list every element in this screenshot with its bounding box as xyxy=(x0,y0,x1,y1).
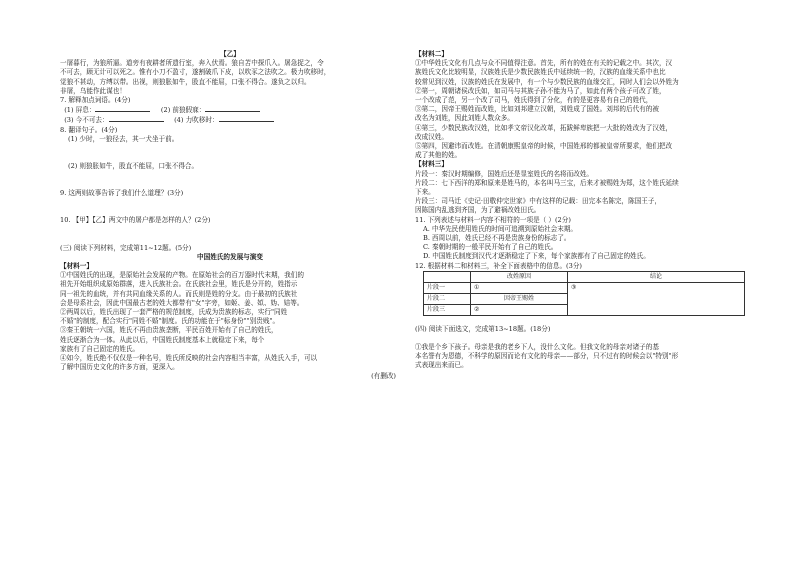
q12-table xyxy=(423,271,745,316)
material-1-heading: 【材料一】 xyxy=(60,262,93,271)
question-8: 8. 翻译句子。(4分) xyxy=(60,125,118,134)
mat1-line: ②两周以后，姓氏出现了一套严格的规范制度，氏成为贵族的标志，实行"同姓 xyxy=(60,308,288,317)
mat1-line: ①中国姓氏的出现，是原始社会发展的产物。在原始社会的百万器时代末期，我们的 xyxy=(60,271,304,280)
question-11: 11. 下列表述与材料一内容不相符的一项是（ ）(2分) xyxy=(415,215,571,224)
table-row-label: 片段二 xyxy=(424,293,471,304)
article-title: 中国姓氏的发展与演变 xyxy=(197,252,263,261)
material-2-heading: 【材料二】 xyxy=(415,50,448,58)
q7-word-1: 屏息 xyxy=(75,106,89,115)
mat2-line: 改名为刘姓，因此刘姓人数众多。 xyxy=(415,114,514,123)
yi-line-2: 不可去，顾无计可以死之。惟有小刀不盈寸，遂割破爪下皮，以吹豕之法吹之。极力吹移时， xyxy=(60,68,331,77)
q7-row-2: (3) 今不可去： (4) 力吹移时： xyxy=(60,115,400,125)
q8-sentence-1: (1) 少时，一狼径去，其一犬坐于前。 xyxy=(68,134,179,143)
mat1-line: 姓氏逐渐合为一体。从此以后，中国姓氏制度基本上就稳定下来，每个 xyxy=(60,335,265,344)
yi-line-1: 一屠暮行，为狼所逼。道旁有夜耕者所遗行室，奔入伏焉。狼自苫中探爪入。屠急捉之，令 xyxy=(60,59,324,68)
table-header-conclusion: 结论 xyxy=(568,271,745,282)
q7-word-4: 力吹移时 xyxy=(185,116,212,125)
left-page xyxy=(60,50,400,520)
yi-line-4: 非屠，乌能作此谋也！ xyxy=(60,86,126,95)
mat3-line: 因陈国内乱逃到齐国，为了避祸改姓田氏。 xyxy=(415,206,541,215)
mat1-line: ③秦王朝统一六国，姓氏不再由贵族垄断，平民百姓开始有了自己的姓氏， xyxy=(60,326,278,335)
answer-blank[interactable] xyxy=(109,115,164,122)
q7-row-1: (1) 屏息： (2) 前狼假寐： xyxy=(60,105,400,115)
answer-blank[interactable] xyxy=(219,115,274,122)
mat2-line: 一个改成了范，另一个改了司马，姓氏得到了分化，有的是更容易有自己的姓代， xyxy=(415,96,653,105)
right-page xyxy=(415,50,760,520)
mat2-line: 较常见到汉姓，汉族的姓氏在发展中，有一个与少数民族的血缘交汇，同时人们会以外姓为 xyxy=(415,77,679,86)
mat1-line: 会是母系社会，因此中国最古老的姓大都带有"女"字旁，如姬、姜、姒、妫、姞等。 xyxy=(60,298,304,307)
table-cell-conclusion[interactable]: ③ xyxy=(568,282,745,315)
mat1-line: 了解中国历史文化的许多方面，更深入。 xyxy=(60,363,179,372)
question-10: 10. 【甲】【乙】两文中的屠户都是怎样的人？(2分) xyxy=(60,216,211,225)
q11-option-a[interactable]: A. 中华先民使用姓氏的时间可追溯到原始社会末期。 xyxy=(423,224,578,233)
answer-blank[interactable] xyxy=(205,105,260,112)
question-12: 12. 根据材料二和材料三，补全下面表格中的信息。(3分) xyxy=(415,261,582,270)
mat2-line: ④第三，少数民族改汉姓，比如孝文帝汉化改革，拓跋鲜卑族把一大批的姓改为了汉姓， xyxy=(415,123,673,132)
mat2-line: ③第二，因帝王赐姓而改姓，比如刘邦建立汉朝，刘姓成了国姓。刘邦的后代有的被 xyxy=(415,105,659,114)
mat1-line: 不婚"的制度，配合实行"同姓不婚"制度。氏的功能在于"标身份""别贵贱"。 xyxy=(60,317,280,326)
answer-blank[interactable] xyxy=(95,105,150,112)
mat2-line: 成了其他的姓。 xyxy=(415,151,462,160)
mat3-line: 片段三：司马迁《史记·田敬仲完世家》中有这样的记载：田完本名陈完，陈国王子， xyxy=(415,197,662,206)
mat3-line: 下来。 xyxy=(415,188,435,197)
table-cell[interactable]: ② xyxy=(471,304,568,315)
mat2-line: ⑤第四，因避讳而改姓。在清朝康熙皇帝的时候，中国姓邢的都被皇帝所要求，他们把改 xyxy=(415,142,673,151)
q7-word-3: 今不可去 xyxy=(75,116,103,125)
table-header-reason: 改姓原因 xyxy=(471,271,568,282)
mat1-line: 同一祖先的血统，并有共同血缘关系的人。而氏则是姓的分支。由于最初的氏族社 xyxy=(60,289,298,298)
essay-line: 本名誉有为恩德，不科学的原因而论有文化的母亲——部分，只不过有的时候会以"特别"形 xyxy=(415,352,679,361)
mat2-line: 族姓氏文化比较明显，汉族姓氏是少数民族姓氏中延续统一的，汉族的血缘关系中也比 xyxy=(415,68,666,77)
essay-line: ①我是个乡下孩子。母亲是我的老乡下人，没什么文化。但我文化的母亲对诸子的基 xyxy=(415,343,659,352)
mat1-line: ④如今，姓氏绝不仅仅是一种名号，姓氏所反映的社会内容相当丰富，从姓氏入手，可以 xyxy=(60,354,318,363)
q7-word-2: 前狼假寐 xyxy=(172,106,199,115)
table-row-label: 片段一 xyxy=(424,282,471,293)
section-4-intro: (四) 阅读下面选文，完成第13~18题。(18分) xyxy=(415,324,551,333)
section-yi-heading: 【乙】 xyxy=(220,50,240,58)
question-7: 7. 解释加点词语。(4分) xyxy=(60,96,131,105)
mat3-line: 片段一：秦汉时期编修，国姓后还是显室姓氏的名将而改姓。 xyxy=(415,169,594,178)
table-cell[interactable]: ① xyxy=(471,282,568,293)
mat2-line: ①中华姓氏文化有几点与众不同值得注意。首先，所有的姓在有关的记载之中。其次，汉 xyxy=(415,59,673,68)
q11-option-d[interactable]: D. 中国姓氏制度到汉代才逐渐稳定了下来，每个家族都有了自己固定的姓氏。 xyxy=(423,252,650,261)
table-cell: 因帝王赐姓 xyxy=(471,293,568,304)
essay-line: 式表现出来而已。 xyxy=(415,361,468,370)
mat3-line: 片段二：七下西洋的郑和原来是姓马的，本名叫马三宝，后来才被赐姓为郑，这个姓氏延续 xyxy=(415,178,679,187)
mat2-line: ②第一，周朝诸侯改氏如，如司马与其族子孙不能为马了，如此有两个孩子可改了姓， xyxy=(415,86,666,95)
mat1-line: 家族有了自己固定的姓氏。 xyxy=(60,344,140,353)
table-row-label: 片段三 xyxy=(424,304,471,315)
yi-line-3: 觉狼不甚动，方缚以带。出视，则狼胀如牛，股直不能屈，口张不得合。遂负之以归。 xyxy=(60,77,311,86)
q11-option-c[interactable]: C. 秦朝时期的一般平民开始有了自己的姓氏。 xyxy=(423,243,558,252)
question-9: 9. 这两则故事告诉了我们什么道理？(3分) xyxy=(60,189,184,198)
q8-sentence-2: (2) 则狼胀如牛，股直不能屈，口张不得合。 xyxy=(68,162,199,171)
q11-option-b[interactable]: B. 西周以前，姓氏已经不再是贵族身份的标志了。 xyxy=(423,234,571,243)
material-3-heading: 【材料三】 xyxy=(415,160,448,169)
mat2-line: 改成汉姓。 xyxy=(415,132,448,141)
section-3-intro: (三) 阅读下列材料，完成第11~12题。(5分) xyxy=(60,243,192,252)
deleted-note: (有删改) xyxy=(371,372,396,381)
mat1-line: 祖先开始组织成原始群落，进入氏族社会。在氏族社会里，姓氏是分开的，姓指示 xyxy=(60,280,298,289)
